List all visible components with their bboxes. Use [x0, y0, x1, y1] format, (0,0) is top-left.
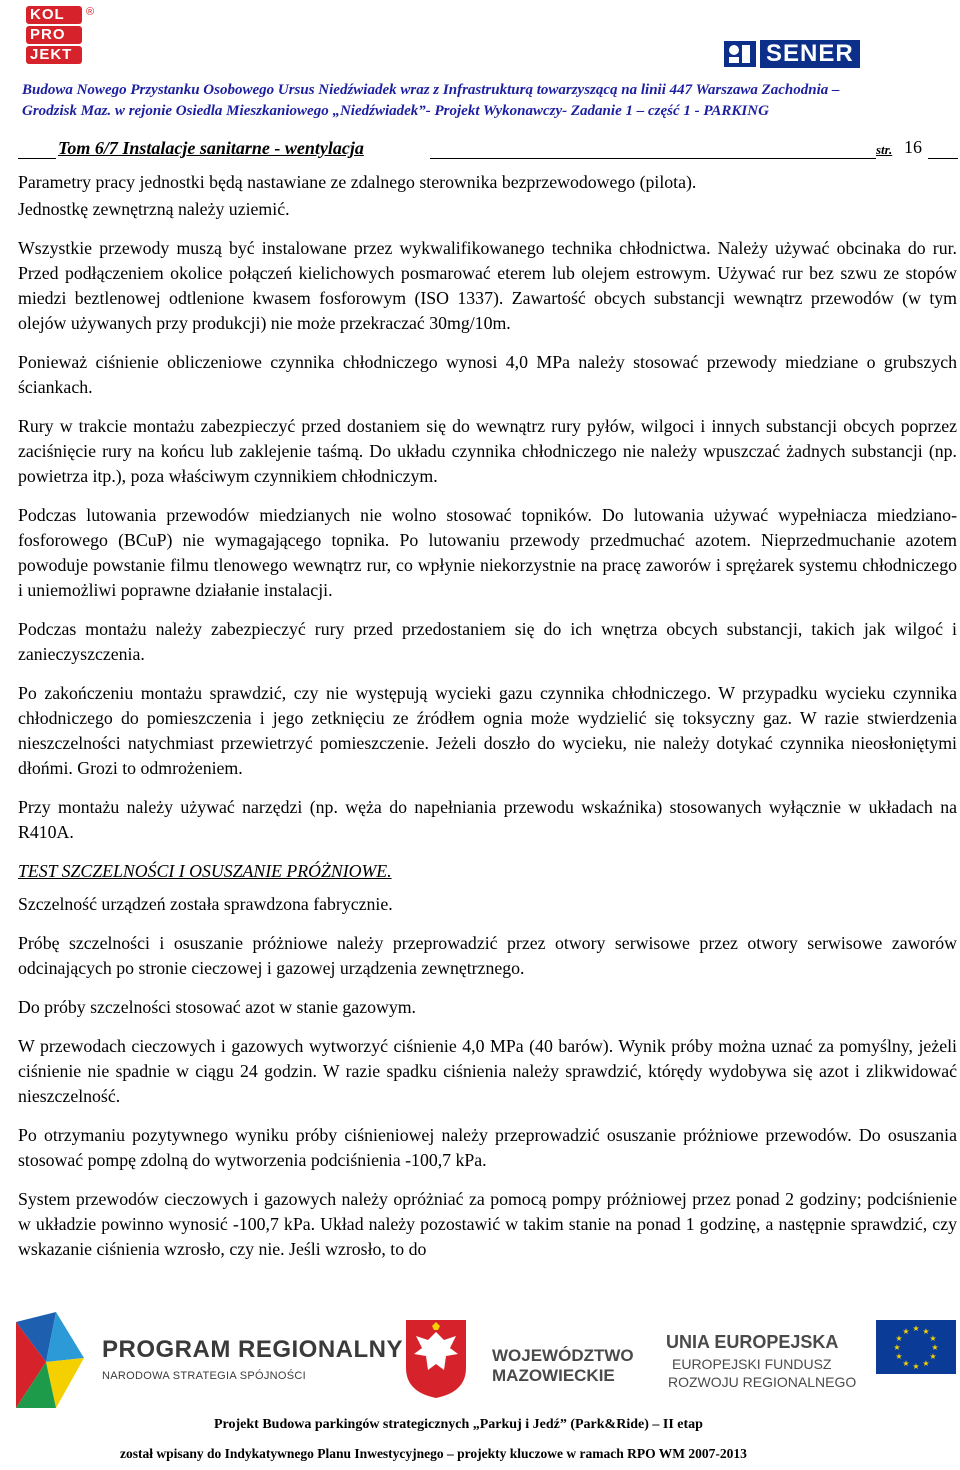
- eu-logo: [666, 1318, 956, 1414]
- title-rule-left: [18, 158, 56, 159]
- paragraph-installation: Wszystkie przewody muszą być instalowane przez wykwalifikowanego technika chłodnictwa. Należy używać obcinaka do rur. Przed podłączeniem okolice połączeń kielichowych posmarować eterem lub olejem estrowym. Używać rur bez szwu ze stopów miedzi beztlenowej odtlenione kwasem fosforowym (ISO 1337). Zawartość obcych substancji wewnątrz przewodów (w tym olejów używanych przy produkcji) nie może przekraczać 30mg/10m.: [18, 238, 957, 333]
- page-label: str.: [876, 142, 893, 157]
- registered-mark: ®: [86, 6, 95, 18]
- program-regionalny-logo: [16, 1312, 404, 1408]
- mazowieckie-logo: [404, 1318, 634, 1408]
- logo-line-2: PRO: [26, 26, 82, 44]
- footer-project-note-2: został wpisany do Indykatywnego Planu Inwestycyjnego – projekty kluczowe w ramach RPO WM 2007-2013: [120, 1446, 747, 1461]
- paragraph-grounding: Jednostkę zewnętrzną należy uziemić.: [18, 199, 290, 219]
- eu-line-1: UNIA EUROPEJSKA: [666, 1332, 839, 1352]
- volume-title: Tom 6/7 Instalacje sanitarne - wentylacja: [58, 138, 364, 158]
- project-header: [22, 80, 942, 122]
- footer-project-note-text: Projekt Budowa parkingów strategicznych „Parkuj i Jedź” (Park&Ride) – II etap: [214, 1417, 703, 1432]
- mazovia-eagle-crest-icon: [404, 1318, 468, 1400]
- paragraph-nitrogen: Do próby szczelności stosować azot w stanie gazowym.: [18, 997, 416, 1017]
- svg-text:★: ★: [929, 1352, 937, 1361]
- logo-line-1: KOL: [26, 6, 82, 24]
- project-header-line-1: Budowa Nowego Przystanku Osobowego Ursus Niedźwiadek wraz z Infrastrukturą towarzyszącą na linii 447 Warszawa Zachodnia –: [22, 82, 840, 98]
- footer-logos: [0, 1306, 960, 1416]
- paragraph-vacuum-drying: Po otrzymaniu pozytywnego wyniku próby ciśnieniowej należy przeprowadzić osuszanie próżniowe przewodów. Do osuszania stosować pompę zdolną do wytworzenia podciśnienia -100,7 kPa.: [18, 1125, 957, 1170]
- svg-text:★: ★: [931, 1343, 939, 1352]
- title-rule-right: [928, 158, 958, 159]
- region-line-2: MAZOWIECKIE: [492, 1366, 615, 1385]
- sener-wordmark: SENER: [760, 40, 860, 68]
- program-title: PROGRAM REGIONALNY: [102, 1336, 404, 1363]
- svg-text:★: ★: [929, 1334, 937, 1343]
- svg-text:★: ★: [912, 1324, 920, 1333]
- document-body: [18, 170, 957, 1276]
- paragraph-test-procedure: Próbę szczelności i osuszanie próżniowe należy przeprowadzić przez otwory serwisowe przez otwory serwisowe zaworów odcinających po stronie cieczowej i gazowej urządzenia zewnętrznego.: [18, 933, 957, 978]
- page-number: 16: [904, 137, 922, 157]
- svg-text:★: ★: [895, 1352, 903, 1361]
- svg-text:★: ★: [902, 1327, 910, 1336]
- sener-emblem-icon: [724, 41, 756, 67]
- paragraph-soldering: Podczas lutowania przewodów miedzianych nie wolno stosować topników. Do lutowania używać wypełniacza miedziano-fosforowego (BCuP) nie wymagającego topnika. Po lutowaniu przewody przedmuchać azotem. Nieprzedmuchanie azotem powoduje powstanie filmu tlenowego wewnątrz rur, co wpłynie niekorzystnie na pracę zaworów i sprężarek systemu chłodniczego i uniemożliwi poprawne działanie instalacji.: [18, 505, 957, 600]
- eu-flag-icon: [876, 1320, 956, 1374]
- title-rule-middle: [430, 158, 876, 159]
- svg-text:★: ★: [893, 1343, 901, 1352]
- eu-line-3: ROZWOJU REGIONALNEGO: [668, 1374, 857, 1390]
- paragraph-pressure-test: W przewodach cieczowych i gazowych wytworzyć ciśnienie 4,0 MPa (40 barów). Wynik próby można uznać za pomyślny, jeżeli ciśnienie nie spadnie w ciągu 24 godzin. W razie spadku ciśnienia należy sprawdzić, którędy wydobywa się azot i zlikwidować nieszczelność.: [18, 1036, 957, 1106]
- paragraph-pipe-protection: Rury w trakcie montażu zabezpieczyć przed dostaniem się do wewnątrz rury pyłów, wilgoci i innych substancji obcych poprzez zaciśnięcie rury na końcu lub zaklejenie taśmą. Do układu czynnika chłodniczego nie należy wpuszczać żadnych substancji (np. powietrza itp.), poza właściwym czynnikiem chłodniczym.: [18, 416, 957, 486]
- svg-text:★: ★: [895, 1334, 903, 1343]
- paragraph-pilot: Parametry pracy jednostki będą nastawiane ze zdalnego sterownika bezprzewodowego (pilota).: [18, 172, 697, 192]
- logo-line-3: JEKT: [26, 46, 82, 64]
- volume-title-line: [18, 136, 942, 162]
- sener-logo: [724, 40, 860, 68]
- svg-text:★: ★: [902, 1359, 910, 1368]
- section-heading: TEST SZCZELNOŚCI I OSUSZANIE PRÓŻNIOWE.: [18, 861, 392, 881]
- svg-text:★: ★: [922, 1327, 930, 1336]
- paragraph-tools: Przy montażu należy używać narzędzi (np. węża do napełniania przewodu wskaźnika) stosowanych wyłącznie w układach na R410A.: [18, 797, 957, 842]
- paragraph-pressure: Ponieważ ciśnienie obliczeniowe czynnika chłodniczego wynosi 4,0 MPa należy stosować przewody miedziane o grubszych ściankach.: [18, 352, 957, 397]
- paragraph-factory-test: Szczelność urządzeń została sprawdzona fabrycznie.: [18, 894, 393, 914]
- region-line-1: WOJEWÓDZTWO: [492, 1346, 634, 1365]
- cohesion-arrow-icon: [16, 1312, 84, 1408]
- program-subtitle: NARODOWA STRATEGIA SPÓJNOŚCI: [102, 1370, 306, 1382]
- paragraph-leak-check: Po zakończeniu montażu sprawdzić, czy nie występują wycieki gazu czynnika chłodniczego. W przypadku wycieku czynnika chłodniczego do pomieszczenia i jego zetknięciu ze źródłem ognia może wydzielić się toksyczny gaz. W razie stwierdzenia nieszczelności natychmiast przewietrzyć pomieszczenie. Jeżeli doszło do wycieku, nie należy dotykać czynnika nieosłoniętymi dłońmi. Grozi to odmrożeniem.: [18, 683, 957, 778]
- paragraph-vacuum-system: System przewodów cieczowych i gazowych należy opróżniać za pomocą pompy próżniowej przez ponad 2 godziny; podciśnienie w układzie powinno wynosić -100,7 kPa. Układ należy pozostawić w takim stanie na ponad 1 godzinę, a następnie sprawdzić, czy wskazanie ciśnienia wzrosło, czy nie. Jeśli wzrosło, to do: [18, 1189, 957, 1259]
- eu-line-2: EUROPEJSKI FUNDUSZ: [672, 1356, 832, 1372]
- paragraph-contamination: Podczas montażu należy zabezpieczyć rury przed przedostaniem się do ich wnętrza obcych substancji, takich jak wilgoć i zanieczyszczenia.: [18, 619, 957, 664]
- kolprojekt-logo: [26, 6, 95, 68]
- svg-text:★: ★: [912, 1362, 920, 1371]
- svg-text:★: ★: [922, 1359, 930, 1368]
- project-header-line-2: Grodzisk Maz. w rejonie Osiedla Mieszkaniowego „Niedźwiadek”- Projekt Wykonawczy- Zadanie 1 – część 1 - PARKING: [22, 103, 769, 119]
